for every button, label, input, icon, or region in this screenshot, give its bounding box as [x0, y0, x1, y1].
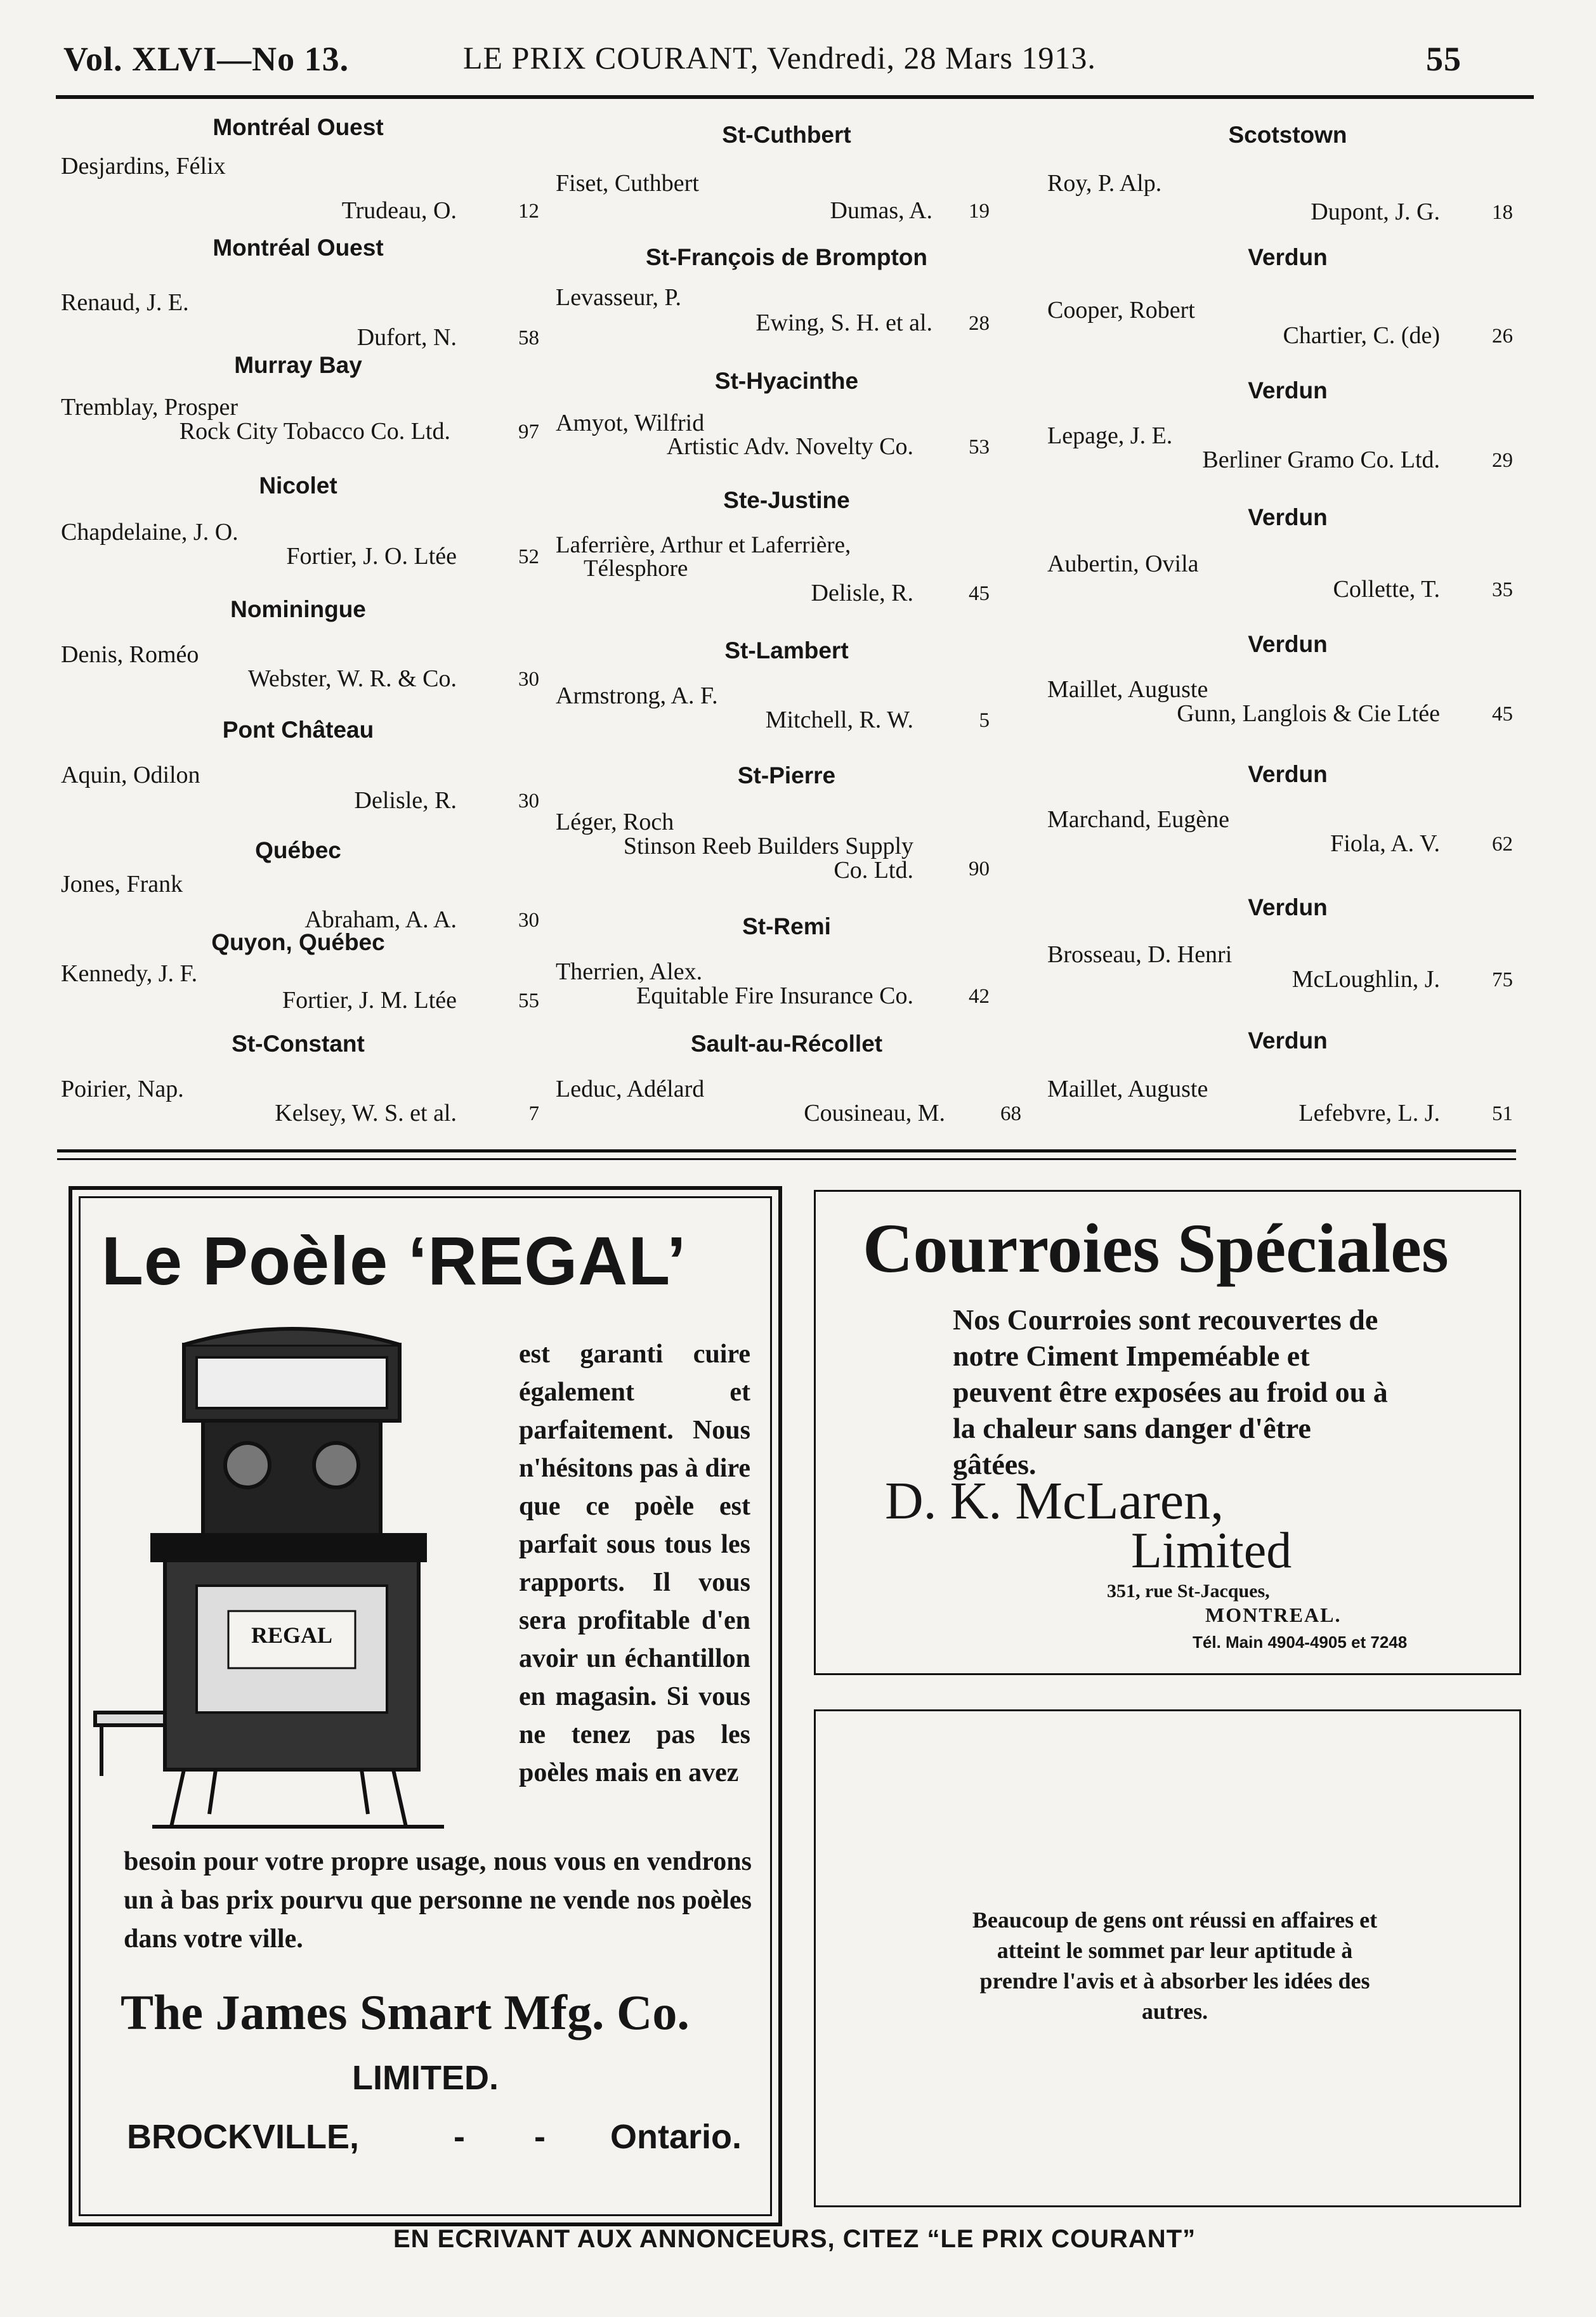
- entry-defendant: Dufort, N.: [356, 324, 457, 351]
- entry-amount: 30: [518, 790, 539, 813]
- entry-amount: 29: [1492, 449, 1513, 472]
- entry-defendant: Delisle, R.: [811, 580, 913, 606]
- entry-plaintiff: Kennedy, J. F.: [61, 960, 198, 987]
- entry-location: St-Pierre: [737, 762, 836, 788]
- entry-defendant: McLoughlin, J.: [1292, 966, 1440, 993]
- entry-location: Murray Bay: [234, 352, 362, 378]
- entry-amount: 51: [1492, 1102, 1513, 1125]
- entry-plaintiff: Marchand, Eugène: [1047, 806, 1229, 833]
- entry-defendant: Artistic Adv. Novelty Co.: [666, 433, 913, 460]
- entry-plaintiff: Therrien, Alex.: [556, 958, 703, 985]
- entry-location: Montréal Ouest: [213, 114, 384, 140]
- entry-defendant: Trudeau, O.: [341, 197, 457, 224]
- entry-plaintiff: Brosseau, D. Henri: [1047, 941, 1233, 968]
- entry-defendant: Equitable Fire Insurance Co.: [636, 982, 913, 1009]
- entry-location: Verdun: [1248, 244, 1328, 270]
- entry-defendant: Dumas, A.: [830, 197, 932, 224]
- entry-defendant: Collette, T.: [1333, 576, 1440, 603]
- entry-location: St-Remi: [742, 913, 831, 939]
- courroies-ad-limited: Limited: [1131, 1523, 1292, 1579]
- entry-defendant: Cousineau, M.: [804, 1100, 945, 1126]
- entry-defendant: Kelsey, W. S. et al.: [275, 1100, 457, 1126]
- volume-number: Vol. XLVI—No 13.: [63, 40, 350, 78]
- page-number: 55: [1426, 40, 1462, 78]
- regal-ad-body-continued: besoin pour votre propre usage, nous vous en vendrons un à bas prix pourvu que personne ne vende nos poèles dans votre ville.: [124, 1847, 752, 1954]
- courroies-ad-company: D. K. McLaren,: [885, 1472, 1224, 1531]
- courroies-ad-body: Nos Courroies sont recouvertes de notre Ciment Impeméable et peuvent être exposées au froid ou à la chaleur sans danger d'être gâtées.: [953, 1303, 1388, 1480]
- regal-ad-separator: -: [534, 2118, 546, 2156]
- page-footer: EN ECRIVANT AUX ANNONCEURS, CITEZ “LE PRIX COURANT”: [393, 2225, 1196, 2253]
- entry-location: St-Cuthbert: [722, 122, 851, 148]
- entry-location: Scotstown: [1228, 122, 1347, 148]
- entry-defendant: Stinson Reeb Builders Supply: [623, 833, 913, 859]
- entry-plaintiff: Aquin, Odilon: [61, 762, 200, 788]
- entry-amount: 68: [1000, 1102, 1021, 1125]
- entry-plaintiff: Cooper, Robert: [1047, 297, 1195, 323]
- header-rule: [56, 95, 1534, 99]
- entry-amount: 55: [518, 989, 539, 1012]
- entry-plaintiff: Léger, Roch: [556, 809, 674, 835]
- entry-amount: 30: [518, 668, 539, 691]
- quote-text: Beaucoup de gens ont réussi en affaires et atteint le sommet par leur aptitude à prendre l'avis et à absorber les idées des autres.: [972, 1907, 1378, 2024]
- section-rule: [57, 1149, 1516, 1152]
- entry-amount: 12: [518, 200, 539, 223]
- entry-plaintiff: Fiset, Cuthbert: [556, 170, 699, 197]
- entry-plaintiff: Lepage, J. E.: [1047, 422, 1173, 449]
- entry-location: Nominingue: [230, 596, 366, 622]
- section-rule: [57, 1158, 1516, 1160]
- entry-defendant: Lefebvre, L. J.: [1298, 1100, 1440, 1126]
- entry-defendant-line-2: Co. Ltd.: [834, 857, 913, 884]
- regal-ad-limited: LIMITED.: [352, 2059, 499, 2097]
- entry-location: St-Hyacinthe: [714, 368, 859, 394]
- entry-plaintiff: Leduc, Adélard: [556, 1076, 705, 1102]
- entry-plaintiff: Renaud, J. E.: [61, 289, 189, 316]
- listing-column-1: [57, 101, 539, 1148]
- entry-amount: 7: [528, 1102, 539, 1125]
- entry-amount: 75: [1492, 969, 1513, 991]
- entry-plaintiff: Maillet, Auguste: [1047, 1076, 1208, 1102]
- entry-location: Montréal Ouest: [213, 235, 384, 261]
- entry-location: Nicolet: [259, 473, 337, 499]
- entry-amount: 97: [518, 421, 539, 443]
- stove-illustration: [89, 1319, 507, 1846]
- courroies-ad-telephone: Tél. Main 4904-4905 et 7248: [1193, 1633, 1408, 1652]
- entry-amount: 19: [969, 200, 990, 223]
- entry-plaintiff: Laferrière, Arthur et Laferrière,: [556, 532, 851, 558]
- entry-amount: 53: [969, 436, 990, 459]
- entry-plaintiff: Levasseur, P.: [556, 284, 681, 311]
- entry-plaintiff: Armstrong, A. F.: [556, 682, 718, 709]
- regal-ad-body: est garanti cuire également et parfaitement. Nous n'hésitons pas à dire que ce poèle est parfait sous tous les rapports. Il vous sera profitable d'en avoir un échantillon en magasin. Si vous ne tenez pas les poèles mais en avez: [519, 1340, 750, 1787]
- entry-defendant: Webster, W. R. & Co.: [248, 665, 457, 692]
- regal-ad-province: Ontario.: [610, 2118, 742, 2156]
- listing-column-3: [1043, 101, 1532, 1148]
- entry-plaintiff: Chapdelaine, J. O.: [61, 519, 239, 545]
- entry-amount: 26: [1492, 325, 1513, 348]
- stove-plate-label: REGAL: [251, 1622, 333, 1648]
- entry-defendant: Mitchell, R. W.: [765, 707, 913, 733]
- entry-location: Verdun: [1248, 631, 1328, 657]
- entry-location: Verdun: [1248, 377, 1328, 403]
- entry-location: Sault-au-Récollet: [690, 1031, 883, 1057]
- entry-defendant: Fortier, J. O. Ltée: [286, 543, 457, 570]
- entry-amount: 52: [518, 545, 539, 568]
- entry-plaintiff: Jones, Frank: [61, 871, 183, 897]
- entry-plaintiff-line-2: Télesphore: [584, 556, 688, 582]
- entry-plaintiff: Amyot, Wilfrid: [556, 410, 705, 436]
- regal-ad-city: BROCKVILLE,: [127, 2118, 360, 2156]
- regal-ad-separator: -: [454, 2118, 465, 2156]
- entry-defendant: Fiola, A. V.: [1330, 830, 1440, 857]
- courroies-ad-city: MONTREAL.: [1205, 1603, 1342, 1626]
- entry-defendant: Dupont, J. G.: [1311, 199, 1440, 225]
- entry-plaintiff: Roy, P. Alp.: [1047, 170, 1162, 197]
- courroies-ad-title: Courroies Spéciales: [863, 1210, 1449, 1287]
- courroies-ad-street: 351, rue St-Jacques,: [1107, 1581, 1270, 1602]
- entry-location: St-Constant: [232, 1031, 365, 1057]
- entry-amount: 28: [969, 312, 990, 335]
- entry-location: St-Lambert: [724, 637, 849, 663]
- entry-defendant: Rock City Tobacco Co. Ltd.: [179, 418, 450, 445]
- entry-defendant: Abraham, A. A.: [304, 906, 457, 933]
- entry-defendant: Fortier, J. M. Ltée: [282, 987, 457, 1014]
- entry-location: Verdun: [1248, 894, 1328, 920]
- entry-amount: 45: [969, 582, 990, 605]
- entry-amount: 90: [969, 858, 990, 880]
- entry-location: Québec: [255, 837, 341, 863]
- entry-amount: 35: [1492, 578, 1513, 601]
- entry-amount: 30: [518, 909, 539, 932]
- entry-location: Verdun: [1248, 761, 1328, 787]
- entry-plaintiff: Poirier, Nap.: [61, 1076, 184, 1102]
- entry-location: Verdun: [1248, 1028, 1328, 1054]
- entry-plaintiff: Tremblay, Prosper: [61, 394, 239, 421]
- entry-amount: 5: [979, 709, 990, 732]
- entry-defendant: Berliner Gramo Co. Ltd.: [1202, 447, 1440, 473]
- entry-defendant: Delisle, R.: [354, 787, 457, 814]
- entry-location: Quyon, Québec: [211, 929, 385, 955]
- entry-location: St-François de Brompton: [645, 244, 928, 270]
- entry-plaintiff: Desjardins, Félix: [61, 153, 226, 179]
- entry-amount: 58: [518, 327, 539, 349]
- entry-location: Ste-Justine: [723, 487, 850, 513]
- entry-plaintiff: Denis, Roméo: [61, 641, 199, 668]
- entry-plaintiff: Maillet, Auguste: [1047, 676, 1208, 703]
- regal-ad-company: The James Smart Mfg. Co.: [121, 1985, 690, 2040]
- entry-amount: 45: [1492, 703, 1513, 726]
- entry-defendant: Ewing, S. H. et al.: [755, 310, 932, 336]
- page-title: LE PRIX COURANT, Vendredi, 28 Mars 1913.: [463, 40, 1096, 75]
- entry-plaintiff: Aubertin, Ovila: [1047, 551, 1199, 577]
- entry-defendant: Gunn, Langlois & Cie Ltée: [1177, 700, 1440, 727]
- regal-ad-title: Le Poèle ‘REGAL’: [101, 1222, 687, 1299]
- entry-amount: 42: [969, 985, 990, 1008]
- entry-defendant: Chartier, C. (de): [1283, 322, 1440, 349]
- entry-location: Pont Château: [222, 717, 374, 743]
- entry-amount: 18: [1492, 201, 1513, 224]
- listing-column-2: [552, 101, 1021, 1148]
- entry-amount: 62: [1492, 833, 1513, 856]
- entry-location: Verdun: [1248, 504, 1328, 530]
